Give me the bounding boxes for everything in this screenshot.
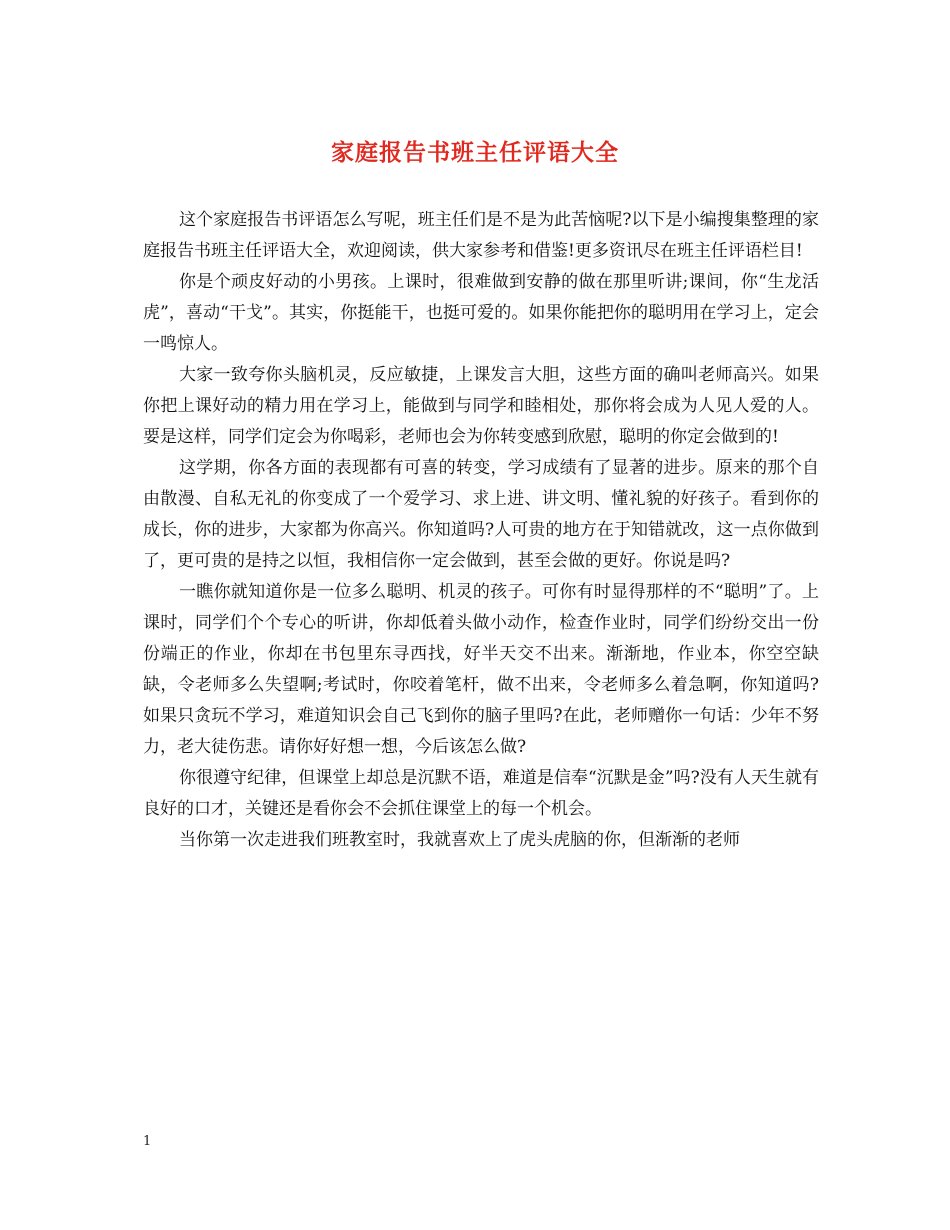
paragraph: 你是个顽皮好动的小男孩。上课时，很难做到安静的做在那里听讲;课间，你“生龙活虎”，喜动“干戈”。其实，你挺能干，也挺可爱的。如果你能把你的聪明用在学习上，定会一鸣惊人。 bbox=[143, 272, 819, 354]
document-body bbox=[143, 205, 819, 856]
paragraph: 当你第一次走进我们班教室时，我就喜欢上了虎头虎脑的你，但渐渐的老师 bbox=[179, 830, 740, 850]
paragraph: 你很遵守纪律，但课堂上却总是沉默不语，难道是信奉“沉默是金”吗?没有人天生就有良好的口才，关键还是看你会不会抓住课堂上的每一个机会。 bbox=[143, 768, 819, 819]
paragraph: 这个家庭报告书评语怎么写呢，班主任们是不是为此苦恼呢?以下是小编搜集整理的家庭报告书班主任评语大全，欢迎阅读，供大家参考和借鉴!更多资讯尽在班主任评语栏目! bbox=[143, 210, 819, 261]
paragraph: 这学期，你各方面的表现都有可喜的转变，学习成绩有了显著的进步。原来的那个自由散漫、自私无礼的你变成了一个爱学习、求上进、讲文明、懂礼貌的好孩子。看到你的成长，你的进步，大家都为你高兴。你知道吗?人可贵的地方在于知错就改，这一点你做到了，更可贵的是持之以恒，我相信你一定会做到，甚至会做的更好。你说是吗? bbox=[143, 458, 819, 571]
paragraph: 一瞧你就知道你是一位多么聪明、机灵的孩子。可你有时显得那样的不“聪明”了。上课时，同学们个个专心的听讲，你却低着头做小动作，检查作业时，同学们纷纷交出一份份端正的作业，你却在书包里东寻西找，好半天交不出来。渐渐地，作业本，你空空缺缺，令老师多么失望啊;考试时，你咬着笔杆，做不出来，令老师多么着急啊，你知道吗?如果只贪玩不学习，难道知识会自己飞到你的脑子里吗?在此，老师赠你一句话：少年不努力，老大徒伤悲。请你好好想一想，今后该怎么做? bbox=[143, 582, 819, 757]
page-number: 1 bbox=[143, 1134, 152, 1149]
paragraph: 大家一致夸你头脑机灵，反应敏捷，上课发言大胆，这些方面的确叫老师高兴。如果你把上课好动的精力用在学习上，能做到与同学和睦相处，那你将会成为人见人爱的人。要是这样，同学们定会为你喝彩，老师也会为你转变感到欣慰，聪明的你定会做到的! bbox=[143, 365, 819, 447]
document-title: 家庭报告书班主任评语大全 bbox=[331, 139, 619, 166]
